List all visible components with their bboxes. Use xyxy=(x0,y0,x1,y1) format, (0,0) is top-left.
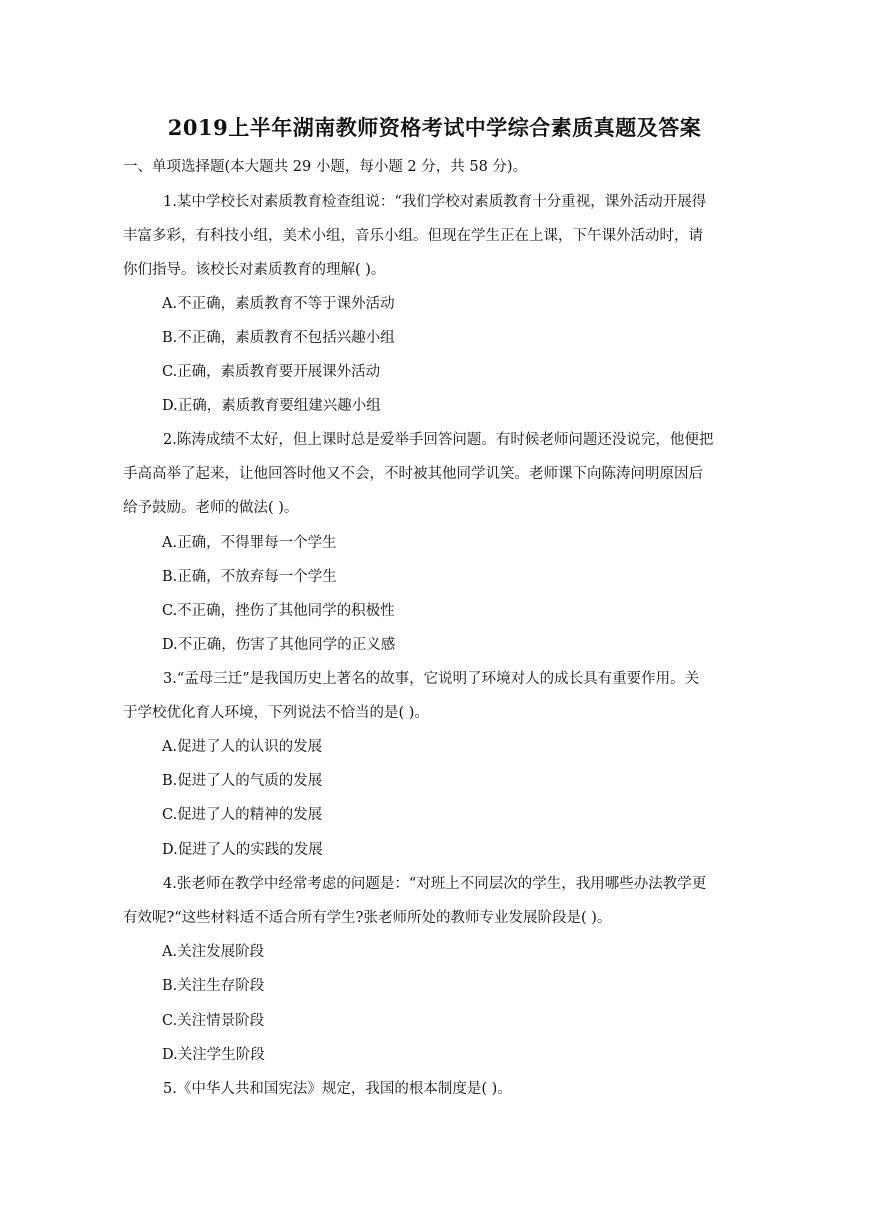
section-heading: 一、单项选择题(本大题共 29 小题，每小题 2 分，共 58 分)。 xyxy=(123,159,528,175)
question-4-option-d: D.关注学生阶段 xyxy=(162,1047,265,1063)
question-2-option-d: D.不正确，伤害了其他同学的正义感 xyxy=(162,637,396,653)
question-4-option-c: C.关注情景阶段 xyxy=(162,1013,265,1029)
question-1-option-c: C.正确，素质教育要开展课外活动 xyxy=(162,364,381,380)
question-1-line-2: 丰富多彩，有科技小组，美术小组，音乐小组。但现在学生正在上课，下午课外活动时，请 xyxy=(123,228,703,244)
question-3-option-a: A.促进了人的认识的发展 xyxy=(162,739,323,755)
question-3-line-1: 3.“孟母三迁”是我国历史上著名的故事，它说明了环境对人的成长具有重要作用。关 xyxy=(163,671,700,687)
question-2-line-3: 给予鼓励。老师的做法( )。 xyxy=(123,500,299,516)
question-3-option-c: C.促进了人的精神的发展 xyxy=(162,807,323,823)
question-4-option-b: B.关注生存阶段 xyxy=(162,978,265,994)
question-1-option-b: B.不正确，素质教育不包括兴趣小组 xyxy=(162,330,395,346)
question-4-option-a: A.关注发展阶段 xyxy=(162,944,265,960)
question-4-line-2: 有效呢?“这些材料适不适合所有学生?张老师所处的教师专业发展阶段是( )。 xyxy=(123,910,612,926)
question-2-option-a: A.正确，不得罪每一个学生 xyxy=(162,535,337,551)
question-3-option-b: B.促进了人的气质的发展 xyxy=(162,773,323,789)
question-3-option-d: D.促进了人的实践的发展 xyxy=(162,842,323,858)
question-4-line-1: 4.张老师在教学中经常考虑的问题是：“对班上不同层次的学生，我用哪些办法教学更 xyxy=(163,876,707,892)
question-1-line-3: 你们指导。该校长对素质教育的理解( )。 xyxy=(123,262,386,278)
question-1-option-d: D.正确，素质教育要组建兴趣小组 xyxy=(162,398,381,414)
question-1-option-a: A.不正确，素质教育不等于课外活动 xyxy=(162,296,395,312)
question-2-option-b: B.正确，不放弃每一个学生 xyxy=(162,569,337,585)
question-1-line-1: 1.某中学校长对素质教育检查组说：“我们学校对素质教育十分重视，课外活动开展得 xyxy=(163,194,707,210)
question-2-line-1: 2.陈涛成绩不太好，但上课时总是爱举手回答问题。有时候老师问题还没说完，他便把 xyxy=(163,432,714,448)
question-5-line-1: 5.《中华人共和国宪法》规定，我国的根本制度是( )。 xyxy=(163,1081,512,1097)
question-2-line-2: 手高高举了起来，让他回答时他又不会，不时被其他同学讥笑。老师课下向陈涛问明原因后 xyxy=(123,466,703,482)
question-3-line-2: 于学校优化育人环境，下列说法不恰当的是( )。 xyxy=(123,705,429,721)
document-title: 2019上半年湖南教师资格考试中学综合素质真题及答案 xyxy=(167,115,702,140)
question-2-option-c: C.不正确，挫伤了其他同学的积极性 xyxy=(162,603,395,619)
